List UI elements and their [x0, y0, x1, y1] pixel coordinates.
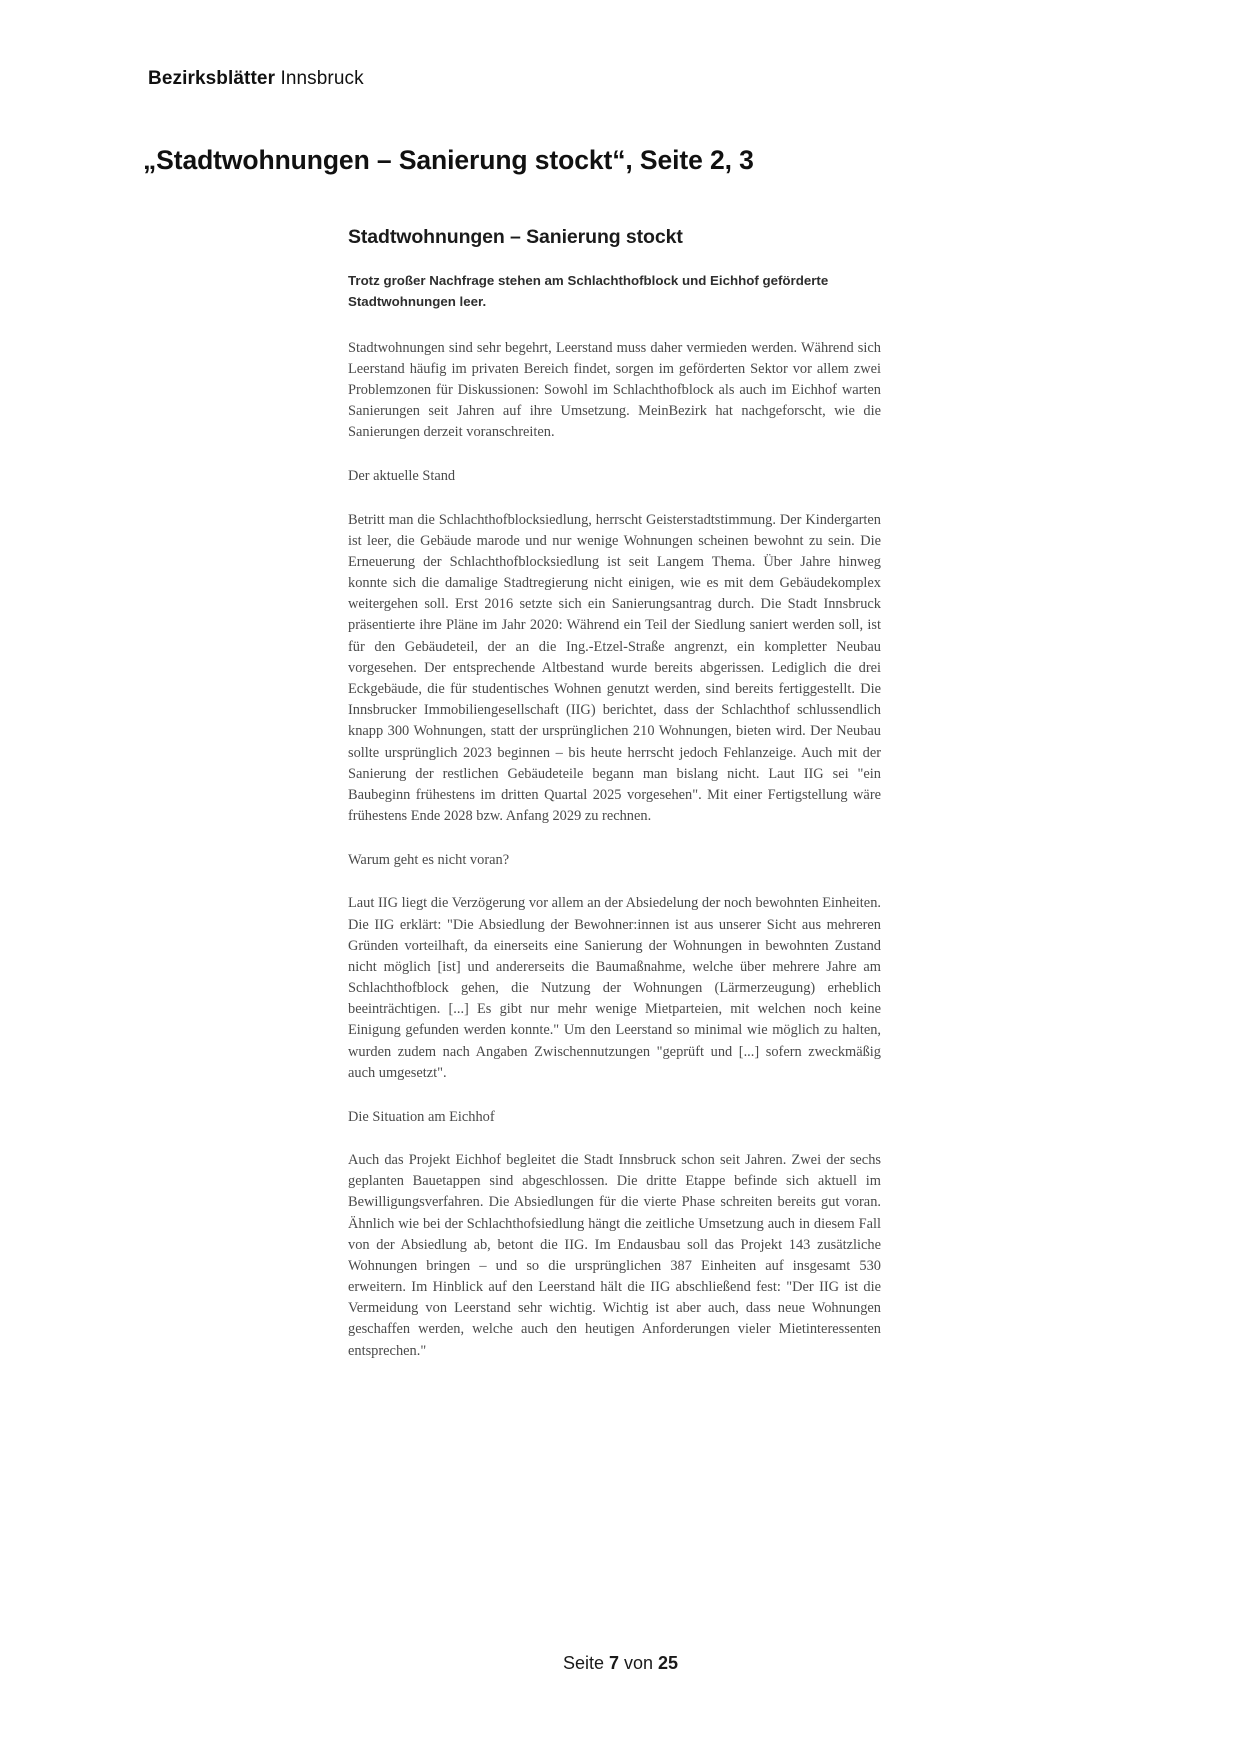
- publication-name: Bezirksblätter: [148, 68, 276, 89]
- document-header: [148, 68, 364, 90]
- article-lead: Trotz großer Nachfrage stehen am Schlachthofblock und Eichhof geförderte Stadtwohnungen leer.: [348, 273, 829, 309]
- footer-total-pages: 25: [658, 1653, 679, 1673]
- article-paragraph: Laut IIG liegt die Verzögerung vor allem an der Absiedelung der noch bewohnten Einheiten. Die IIG erklärt: "Die Absiedlung der Bewohner:innen ist aus unserer Sicht aus mehreren Gründen vorteilhaft, da einerseits eine Sanierung der Wohnungen in bewohnten Zustand nicht möglich [ist] und andererseits die Baumaßnahme, welche über mehrere Jahre am Schlachthofblock gehen, die Nutzung der Wohnungen (Lärmerzeugung) erheblich beeinträchtigen. [...] Es gibt nur mehr wenige Mietparteien, mit welchen noch keine Einigung gefunden werden konnte." Um den Leerstand so minimal wie möglich zu halten, wurden zudem nach Angaben Zwischennutzungen "geprüft und [...] sofern zweckmäßig auch umgesetzt".: [348, 895, 881, 1081]
- footer-middle: von: [618, 1653, 659, 1673]
- article-subheading: Warum geht es nicht voran?: [348, 852, 510, 869]
- article-subheading: Die Situation am Eichhof: [348, 1108, 495, 1125]
- page-title: „Stadtwohnungen – Sanierung stockt“, Seite 2, 3: [143, 145, 754, 175]
- article-clipping: [348, 225, 881, 1385]
- page-footer: [0, 1653, 1241, 1674]
- article-title: Stadtwohnungen – Sanierung stockt: [348, 226, 683, 248]
- article-subheading: Der aktuelle Stand: [348, 468, 456, 485]
- article-paragraph: Stadtwohnungen sind sehr begehrt, Leerstand muss daher vermieden werden. Während sich Leerstand häufig im privaten Bereich findet, sorgen im geförderten Sektor vor allem zwei Problemzonen für Diskussionen: Sowohl im Schlachthofblock als auch im Eichhof warten Sanierungen seit Jahren auf ihre Umsetzung. MeinBezirk hat nachgeforscht, wie die Sanierungen derzeit voranschreiten.: [348, 339, 881, 441]
- footer-page-number: 7: [608, 1653, 619, 1673]
- article-paragraph: Auch das Projekt Eichhof begleitet die Stadt Innsbruck schon seit Jahren. Zwei der sechs geplanten Bauetappen sind abgeschlossen. Die dritte Etappe befinde sich aktuell im Bewilligungsverfahren. Die Absiedlungen für die vierte Phase schreiten bereits gut voran. Ähnlich wie bei der Schlachthofsiedlung hängt die zeitliche Umsetzung auch in diesem Fall von der Absiedlung ab, betont die IIG. Im Endausbau soll das Projekt 143 zusätzliche Wohnungen bringen – und so die ursprünglichen 387 Einheiten auf insgesamt 530 erweitern. Im Hinblick auf den Leerstand hält die IIG abschließend fest: "Der IIG ist die Vermeidung von Leerstand sehr wichtig. Wichtig ist aber auch, dass neue Wohnungen geschaffen werden, welche auch den heutigen Anforderungen vieler Mietinteressenten entsprechen.": [348, 1152, 881, 1359]
- publication-region: Innsbruck: [275, 68, 364, 89]
- footer-prefix: Seite: [562, 1653, 609, 1673]
- article-paragraph: Betritt man die Schlachthofblocksiedlung, herrscht Geisterstadtstimmung. Der Kindergarten ist leer, die Gebäude marode und nur wenige Wohnungen scheinen bewohnt zu sein. Die Erneuerung der Schlachthofblocksiedlung ist seit Langem Thema. Über Jahre hinweg konnte sich die damalige Stadtregierung nicht einigen, wie es mit dem Gebäudekomplex weitergehen soll. Erst 2016 setzte sich ein Sanierungsantrag durch. Die Stadt Innsbruck präsentierte ihre Pläne im Jahr 2020: Während ein Teil der Siedlung saniert werden soll, ist für den Gebäudeteil, der an die Ing.-Etzel-Straße angrenzt, ein kompletter Neubau vorgesehen. Der entsprechende Altbestand wurde bereits abgerissen. Lediglich die drei Eckgebäude, die für studentisches Wohnen genutzt werden, sind bereits fertiggestellt. Die Innsbrucker Immobiliengesellschaft (IIG) berichtet, dass der Schlachthof schlussendlich knapp 300 Wohnungen, statt der ursprünglichen 210 Wohnungen, bieten wird. Der Neubau sollte ursprünglich 2023 beginnen – bis heute herrscht jedoch Fehlanzeige. Auch mit der Sanierung der restlichen Gebäudeteile begann man bislang nicht. Laut IIG sei "ein Baubeginn frühestens im dritten Quartal 2025 vorgesehen". Mit einer Fertigstellung wäre frühestens Ende 2028 bzw. Anfang 2029 zu rechnen.: [348, 511, 881, 825]
